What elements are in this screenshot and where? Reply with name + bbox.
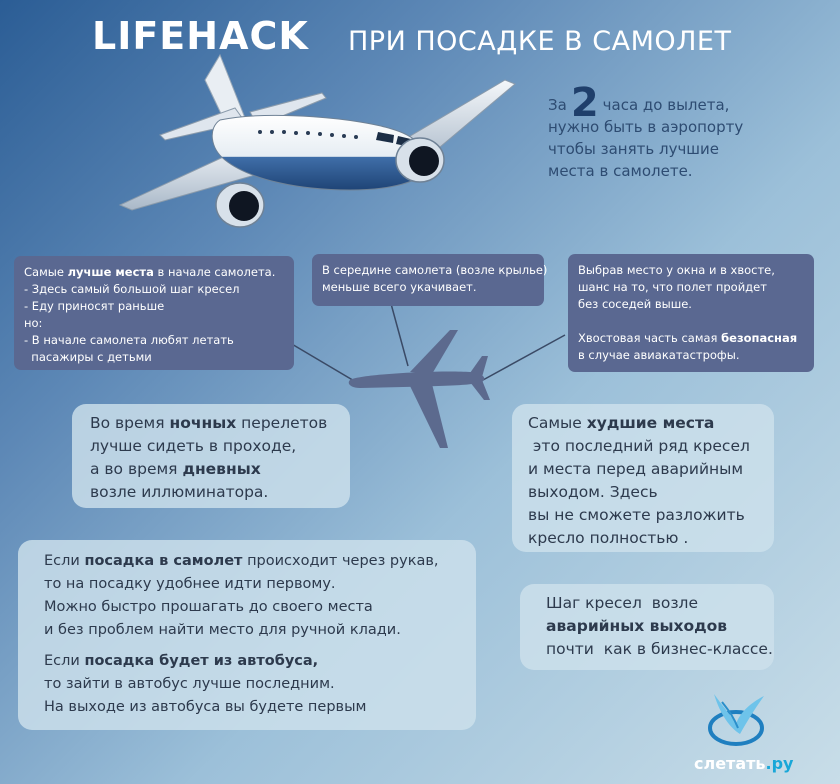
text: Самые: [528, 414, 587, 432]
text: лучше сидеть в проходе,: [90, 437, 297, 455]
title-subtitle: ПРИ ПОСАДКЕ В САМОЛЕТ: [348, 26, 732, 57]
text: Если: [44, 653, 85, 669]
box-front-seats: [14, 256, 294, 370]
intro-line2: нужно быть в аэропорту: [548, 118, 744, 136]
text: пасажиры с детьми: [24, 350, 152, 364]
text: Выбрав место у окна и в хвосте,: [578, 263, 775, 277]
text-bold: лучше места: [67, 265, 154, 279]
text: а во время: [90, 460, 183, 478]
text-bold: посадка будет из автобуса,: [84, 653, 319, 669]
text: то на посадку удобнее идти первому.: [44, 576, 336, 592]
title-lifehack: LIFEHACK: [92, 14, 309, 58]
box-tail-seats: [568, 254, 814, 372]
box-night-day: [72, 404, 350, 508]
text: почти как в бизнес-классе.: [546, 640, 773, 658]
intro-hours-number: 2: [570, 80, 599, 126]
text: В середине самолета (возле крылье): [322, 263, 548, 277]
text: меньше всего укачивает.: [322, 280, 477, 294]
text-bold: аварийных выходов: [546, 617, 728, 635]
intro-prefix: За: [548, 96, 567, 114]
text: возле иллюминатора.: [90, 483, 269, 501]
text: Шаг кресел возле: [546, 594, 699, 612]
text: в случае авиакатастрофы.: [578, 348, 740, 362]
intro-line4: места в самолете.: [548, 162, 693, 180]
small-plane-icon: [349, 330, 490, 448]
text: Во время: [90, 414, 170, 432]
text-bold: дневных: [182, 460, 261, 478]
text: то зайти в автобус лучше последним.: [44, 676, 335, 692]
intro-line3: чтобы занять лучшие: [548, 140, 720, 158]
text: - В начале самолета любят летать: [24, 333, 234, 347]
text: но:: [24, 316, 43, 330]
text: шанс на то, что полет пройдет: [578, 280, 767, 294]
text: вы не сможете разложить: [528, 506, 745, 524]
text-bold: ночных: [169, 414, 237, 432]
spacer: [578, 313, 804, 330]
text-bold: худшие места: [586, 414, 715, 432]
text: в начале самолета.: [153, 265, 276, 279]
text-bold: безопасная: [721, 331, 798, 345]
box-exit-rows: [520, 584, 774, 670]
text: Самые: [24, 265, 68, 279]
text-bold: посадка в самолет: [84, 553, 243, 569]
text: и места перед аварийным: [528, 460, 744, 478]
text: На выходе из автобуса вы будете первым: [44, 699, 367, 715]
text: Если: [44, 553, 85, 569]
box-worst-seats: [512, 404, 774, 552]
text: выходом. Здесь: [528, 483, 658, 501]
text: - Здесь самый большой шаг кресел: [24, 282, 240, 296]
bird-logo-icon: [700, 684, 772, 754]
logo-tld: .ру: [765, 754, 794, 773]
box-boarding: [18, 540, 476, 730]
text: кресло полностью .: [528, 529, 689, 547]
intro-line1: часа до вылета,: [602, 96, 730, 114]
text: без соседей выше.: [578, 297, 692, 311]
spacer: [44, 642, 450, 650]
text: происходит через рукав,: [242, 553, 439, 569]
text: перелетов: [236, 414, 328, 432]
text: Хвостовая часть самая: [578, 331, 722, 345]
text: - Еду приносят раньше: [24, 299, 165, 313]
text: и без проблем найти место для ручной клади.: [44, 622, 401, 638]
box-middle-seats: [312, 254, 548, 306]
logo-wordmark[interactable]: [694, 754, 793, 773]
text: Можно быстро прошагать до своего места: [44, 599, 373, 615]
logo-name: слетать: [694, 754, 766, 773]
text: это последний ряд кресел: [528, 437, 750, 455]
